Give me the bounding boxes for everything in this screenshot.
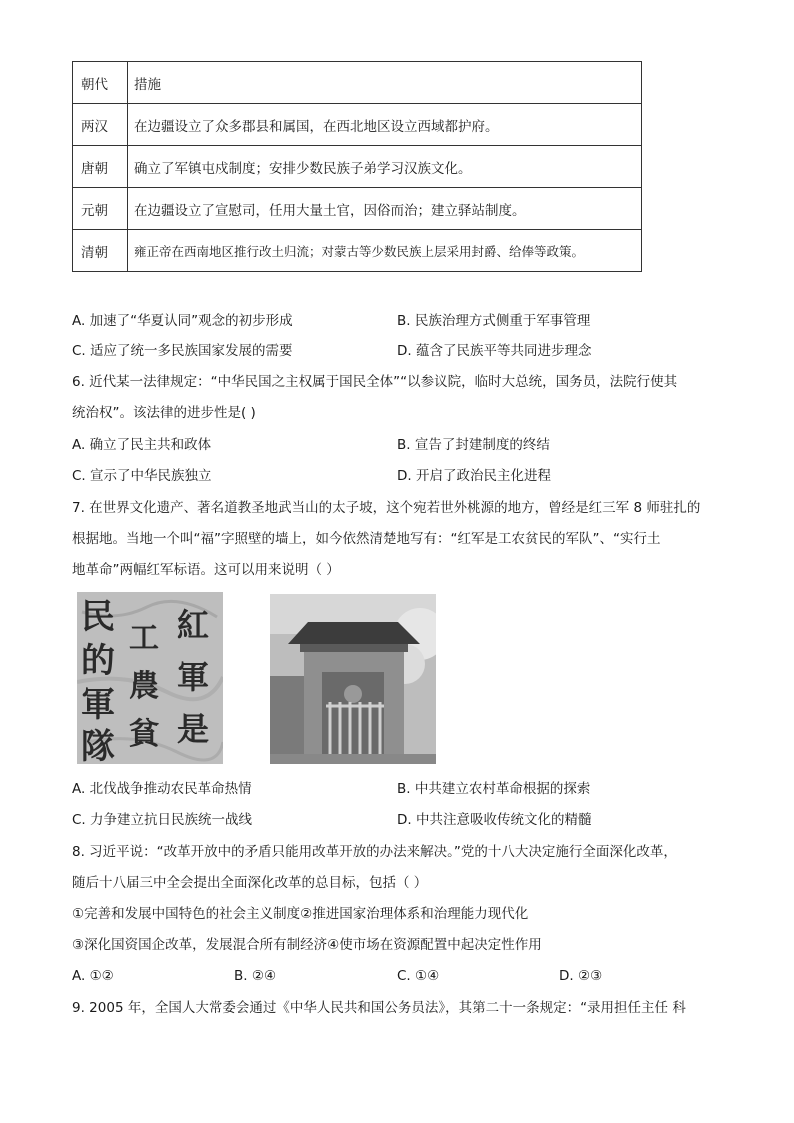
q5-option-b[interactable]: B. 民族治理方式侧重于军事管理 <box>397 313 591 329</box>
dynasty-cell: 元朝 <box>73 188 128 230</box>
q6-stem-line2: 统治权”。该法律的进步性是( ) <box>72 405 256 421</box>
measure-cell: 雍正帝在西南地区推行改土归流；对蒙古等少数民族上层采用封爵、给俸等政策。 <box>128 230 642 272</box>
slogan-char: 紅 <box>177 606 210 644</box>
q8-option-c[interactable]: C. ①④ <box>397 968 440 984</box>
dynasty-measures-table <box>72 61 642 272</box>
header-dynasty: 朝代 <box>73 62 128 104</box>
slogan-char: 軍 <box>177 658 210 696</box>
slogan-char: 工 <box>129 621 159 656</box>
measure-cell: 确立了军镇屯戍制度；安排少数民族子弟学习汉族文化。 <box>128 146 642 188</box>
slogan-wall-photo <box>77 592 223 764</box>
measure-cell: 在边疆设立了宣慰司，任用大量土官，因俗而治；建立驿站制度。 <box>128 188 642 230</box>
table-header-row <box>73 62 642 104</box>
q7-option-c[interactable]: C. 力争建立抗日民族统一战线 <box>72 812 253 828</box>
q6-stem-line1: 6. 近代某一法律规定：“中华民国之主权属于国民全体”“以参议院，临时大总统，国务员，法院行使其 <box>72 374 678 390</box>
q9-stem-line1: 9. 2005 年，全国人大常委会通过《中华人民共和国公务员法》，其第二十一条规定：“录用担任主任 科 <box>72 1000 686 1016</box>
table-row <box>73 104 642 146</box>
slogan-char: 的 <box>81 641 115 681</box>
q8-option-b[interactable]: B. ②④ <box>234 968 277 984</box>
q5-option-c[interactable]: C. 适应了统一多民族国家发展的需要 <box>72 343 293 359</box>
q7-option-b[interactable]: B. 中共建立农村革命根据的探索 <box>397 781 591 797</box>
q8-option-d[interactable]: D. ②③ <box>559 968 603 984</box>
q7-stem-line2: 根据地。当地一个叫“福”字照壁的墙上，如今依然清楚地写有：“红军是工农贫民的军队”、“实行土 <box>72 531 661 547</box>
slogan-char: 是 <box>177 710 210 748</box>
slogan-char: 農 <box>129 669 159 704</box>
q7-option-d[interactable]: D. 中共注意吸收传统文化的精髓 <box>397 812 592 828</box>
q6-option-a[interactable]: A. 确立了民主共和政体 <box>72 437 212 453</box>
q8-item-line1: ①完善和发展中国特色的社会主义制度②推进国家治理体系和治理能力现代化 <box>72 906 529 922</box>
screen-wall-gate-photo <box>270 594 436 764</box>
table-row <box>73 188 642 230</box>
q8-option-a[interactable]: A. ①② <box>72 968 114 984</box>
q8-stem-line2: 随后十八届三中全会提出全面深化改革的总目标，包括（ ） <box>72 875 428 891</box>
measure-cell: 在边疆设立了众多郡县和属国，在西北地区设立西域都护府。 <box>128 104 642 146</box>
q8-stem-line1: 8. 习近平说：“改革开放中的矛盾只能用改革开放的办法来解决。”党的十八大决定施行全面深化改革， <box>72 844 677 860</box>
q7-option-a[interactable]: A. 北伐战争推动农民革命热情 <box>72 781 252 797</box>
table-row <box>73 230 642 272</box>
slogan-wall-texture <box>77 592 223 764</box>
q7-stem-line3: 地革命”两幅红军标语。这可以用来说明（ ） <box>72 562 340 578</box>
slogan-char: 貧 <box>129 717 159 752</box>
slogan-char: 民 <box>81 597 115 637</box>
q6-option-d[interactable]: D. 开启了政治民主化进程 <box>397 468 551 484</box>
dynasty-cell: 唐朝 <box>73 146 128 188</box>
slogan-char: 隊 <box>81 727 115 764</box>
q7-stem-line1: 7. 在世界文化遗产、著名道教圣地武当山的太子坡，这个宛若世外桃源的地方，曾经是红三军 8 师驻扎的 <box>72 500 701 516</box>
gate-illustration <box>270 594 436 764</box>
slogan-char: 軍 <box>81 685 115 725</box>
q6-option-c[interactable]: C. 宣示了中华民族独立 <box>72 468 212 484</box>
q5-option-a[interactable]: A. 加速了“华夏认同”观念的初步形成 <box>72 313 293 329</box>
q5-option-d[interactable]: D. 蕴含了民族平等共同进步理念 <box>397 343 592 359</box>
dynasty-cell: 清朝 <box>73 230 128 272</box>
q6-option-b[interactable]: B. 宣告了封建制度的终结 <box>397 437 550 453</box>
dynasty-cell: 两汉 <box>73 104 128 146</box>
table-row <box>73 146 642 188</box>
header-measure: 措施 <box>128 62 642 104</box>
q8-item-line2: ③深化国资国企改革，发展混合所有制经济④使市场在资源配置中起决定性作用 <box>72 937 542 953</box>
